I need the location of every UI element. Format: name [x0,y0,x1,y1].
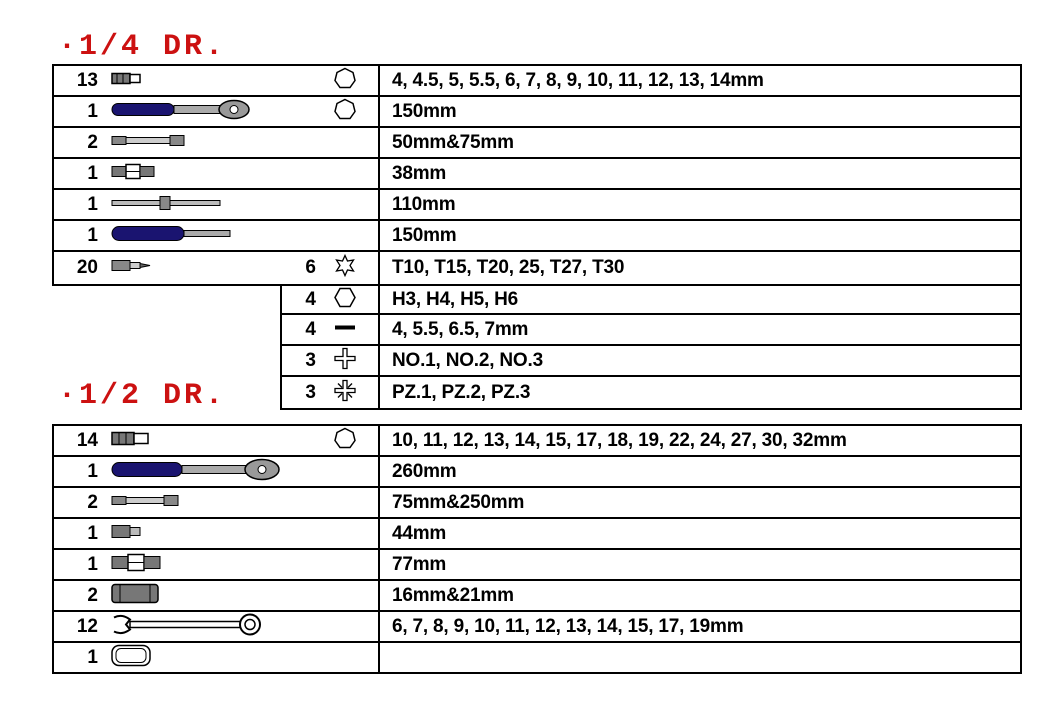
description: 6, 7, 8, 9, 10, 11, 12, 13, 14, 15, 17, 19mm [392,615,744,637]
bits-table [280,284,1022,410]
quantity: 6 [305,257,316,278]
description: 150mm [392,224,457,246]
hex-socket-icon [333,66,357,95]
table-row [54,97,1020,128]
table-row [54,426,1020,457]
description: NO.1, NO.2, NO.3 [392,349,543,371]
bit-holder-icon [110,258,154,279]
quantity: 2 [87,491,98,513]
table-row [54,252,1020,284]
table-row [54,190,1020,221]
table-row [54,550,1020,581]
quantity: 1 [87,224,98,246]
quantity: 1 [87,553,98,575]
universal-joint-icon [110,162,158,185]
quantity: 2 [87,584,98,606]
socket-icon [110,70,150,91]
description: 77mm [392,553,447,575]
description: H3, H4, H5, H6 [392,288,519,310]
quantity: 14 [76,429,98,451]
spark-plug-socket-icon [110,582,162,609]
quantity: 13 [76,69,98,91]
description: 50mm&75mm [392,131,514,153]
quantity: 3 [305,349,316,371]
quantity: 4 [305,318,316,340]
description: 10, 11, 12, 13, 14, 15, 17, 18, 19, 22, 24, 27, 30, 32mm [392,429,847,451]
table-row [54,128,1020,159]
pozidriv-icon [333,378,357,407]
quantity: 1 [87,193,98,215]
torx-icon [333,254,357,283]
table-row [282,346,1020,377]
quantity: 1 [87,522,98,544]
ratchet-handle-icon [110,98,252,125]
extension-bar-icon [110,132,188,153]
quantity: 4 [305,288,316,310]
phillips-icon [333,346,357,375]
description: PZ.1, PZ.2, PZ.3 [392,381,531,403]
table-row [54,159,1020,190]
table-row [282,284,1020,315]
description: 150mm [392,100,457,122]
adaptor-icon [110,522,146,545]
description: 4, 4.5, 5, 5.5, 6, 7, 8, 9, 10, 11, 12, 13, 14mm [392,69,764,91]
hex-socket-icon [333,426,357,455]
table-row [54,488,1020,519]
description: 38mm [392,162,447,184]
carry-case-icon [110,643,154,672]
table-row [54,66,1020,97]
ratchet-handle-icon [110,457,282,486]
socket-icon [110,429,154,452]
description: 4, 5.5, 6.5, 7mm [392,318,529,340]
description: 16mm&21mm [392,584,514,606]
description: 110mm [392,193,456,215]
quantity: 12 [76,615,98,637]
description: 75mm&250mm [392,491,525,513]
hex-socket-icon [333,97,357,126]
description: 260mm [392,460,457,482]
half-drive-table [52,424,1022,674]
quarter-drive-table [52,64,1022,286]
extension-bar-icon [110,492,182,513]
table-row [54,519,1020,550]
half-drive-heading: ·1/2 DR. [58,379,227,413]
table-row [54,643,1020,672]
hex-bit-icon [333,286,357,313]
slotted-icon [333,316,357,343]
table-row [54,457,1020,488]
quantity: 1 [87,100,98,122]
spinner-handle-icon [110,223,234,248]
table-row [54,581,1020,612]
sliding-t-bar-icon [110,193,224,216]
table-row [282,377,1020,408]
table-row [54,221,1020,252]
quantity: 20 [76,257,98,278]
combination-wrench-icon [110,611,264,642]
universal-joint-icon [110,552,166,577]
quarter-drive-heading: ·1/4 DR. [58,30,227,64]
table-row [54,612,1020,643]
quantity: 1 [87,162,98,184]
quantity: 1 [87,646,98,668]
description: 44mm [392,522,447,544]
table-row [282,315,1020,346]
quantity: 3 [305,381,316,403]
quantity: 2 [87,131,98,153]
description: T10, T15, T20, 25, T27, T30 [392,257,625,278]
quantity: 1 [87,460,98,482]
